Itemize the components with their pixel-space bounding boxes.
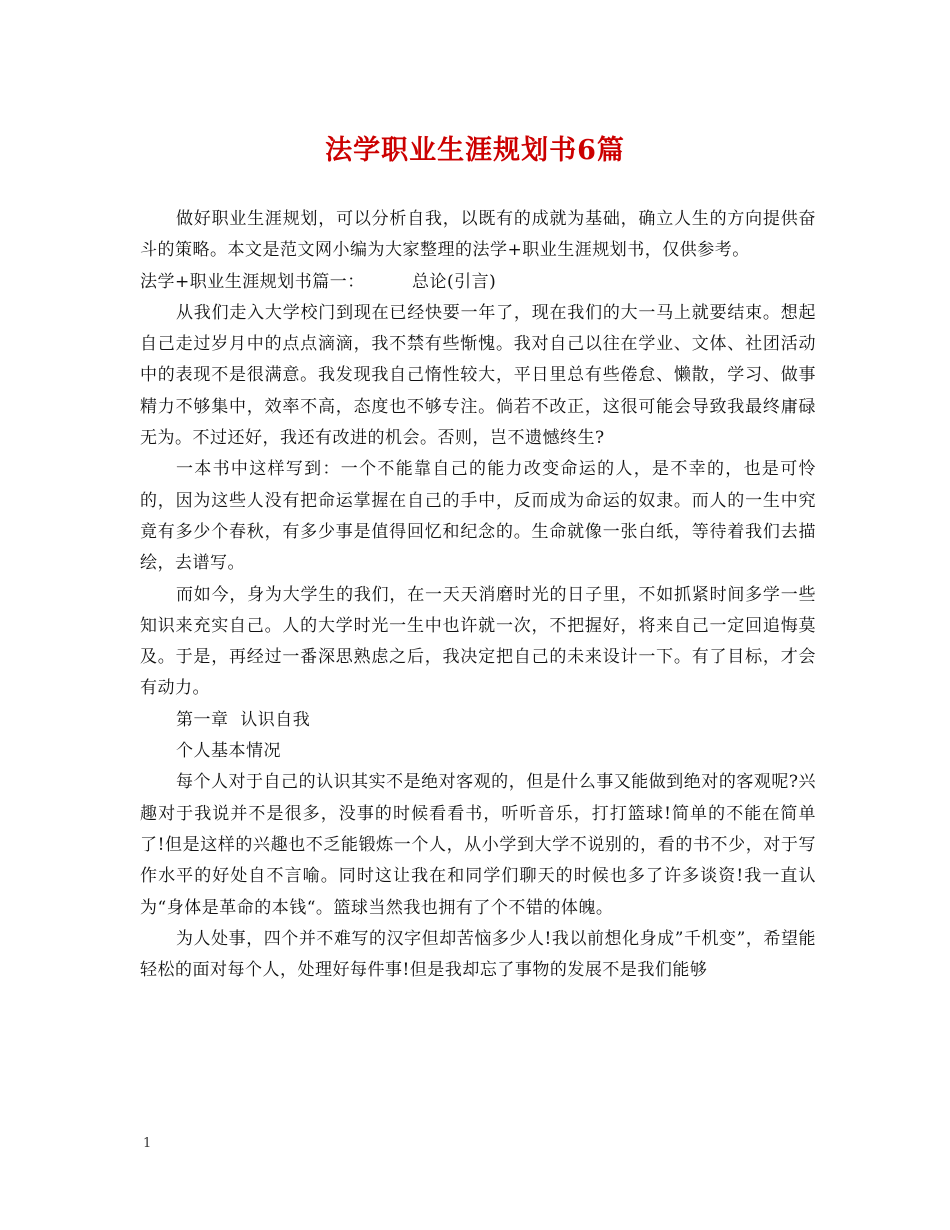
body-paragraph: 每个人对于自己的认识其实不是绝对客观的，但是什么事又能做到绝对的客观呢?兴趣对于我说并不是很多，没事的时候看看书，听听音乐，打打篮球!简单的不能在简单了!但是这样的兴趣也不乏能锻炼一个人，从小学到大学不说别的，看的书不少，对于写作水平的好处自不言喻。同时这让我在和同学们聊天的时候也多了许多谈资!我一直认为“身体是革命的本钱“。篮球当然我也拥有了个不错的体魄。 xyxy=(140,772,816,918)
body-paragraph: 一本书中这样写到：一个不能靠自己的能力改变命运的人，是不幸的，也是可怜的，因为这些人没有把命运掌握在自己的手中，反而成为命运的奴隶。而人的一生中究竟有多少个春秋，有多少事是值得回忆和纪念的。生命就像一张白纸，等待着我们去描绘，去谱写。 xyxy=(140,459,816,574)
document-body xyxy=(140,204,816,986)
section-heading: 法学+职业生涯规划书篇一： 总论(引言) xyxy=(140,271,497,292)
body-paragraph: 从我们走入大学校门到现在已经快要一年了，现在我们的大一马上就要结束。想起自己走过岁月中的点点滴滴，我不禁有些惭愧。我对自己以往在学业、文体、社团活动中的表现不是很满意。我发现我自己惰性较大，平日里总有些倦怠、懒散，学习、做事精力不够集中，效率不高，态度也不够专注。倘若不改正，这很可能会导致我最终庸碌无为。不过还好，我还有改进的机会。否则，岂不遗憾终生? xyxy=(140,302,816,449)
chapter-heading: 第一章 认识自我 xyxy=(176,709,311,730)
body-paragraph: 为人处事，四个并不难写的汉字但却苦恼多少人!我以前想化身成”千机变”，希望能轻松的面对每个人，处理好每件事!但是我却忘了事物的发展不是我们能够 xyxy=(140,928,816,981)
page-number: 1 xyxy=(143,1136,152,1151)
document-title: 法学职业生涯规划书6篇 xyxy=(325,135,625,166)
body-paragraph: 而如今，身为大学生的我们，在一天天消磨时光的日子里，不如抓紧时间多学一些知识来充实自己。人的大学时光一生中也许就一次，不把握好，将来自己一定回追悔莫及。于是，再经过一番深思熟虑之后，我决定把自己的未来设计一下。有了目标，才会有动力。 xyxy=(140,584,816,699)
subsection-heading: 个人基本情况 xyxy=(176,741,281,762)
intro-paragraph: 做好职业生涯规划，可以分析自我，以既有的成就为基础，确立人生的方向提供奋斗的策略。本文是范文网小编为大家整理的法学+职业生涯规划书，仅供参考。 xyxy=(140,209,816,261)
